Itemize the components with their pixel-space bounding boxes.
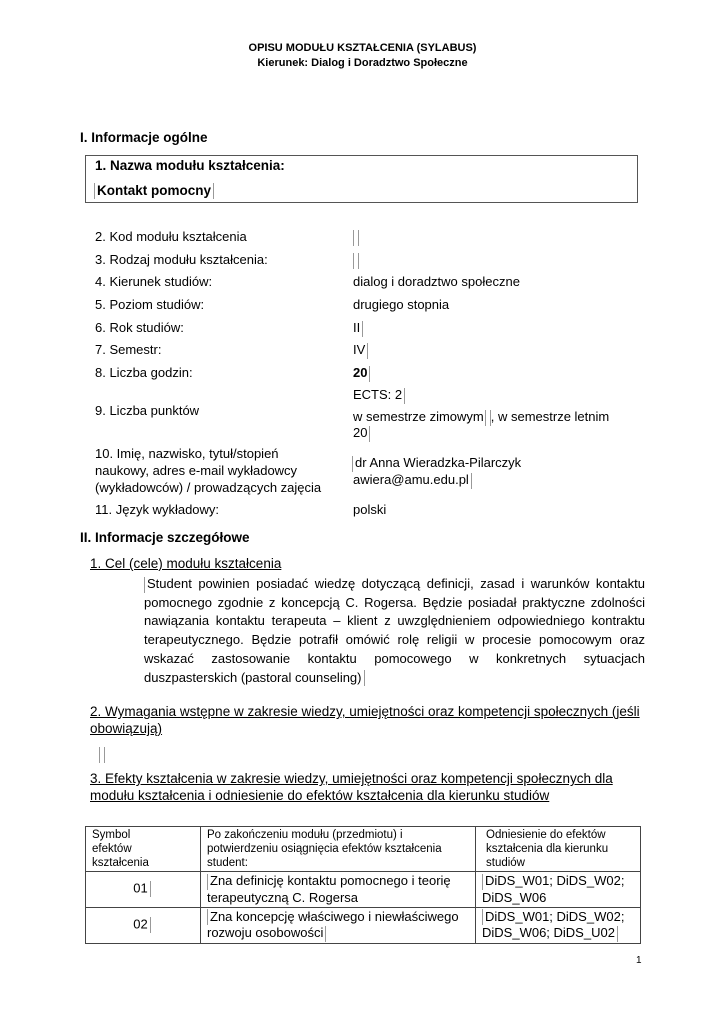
table-cell-reference: DiDS_W01; DiDS_W02; DiDS_W06; DiDS_U02 xyxy=(476,907,641,943)
field-marker xyxy=(150,881,151,897)
page-number: 1 xyxy=(636,955,642,966)
table-cell-symbol: 01 xyxy=(86,872,201,908)
table-cell-symbol: 02 xyxy=(86,907,201,943)
effects-table xyxy=(85,826,641,944)
lecturer-label: 10. Imię, nazwisko, tytuł/stopień xyxy=(95,446,279,461)
field-marker xyxy=(369,366,370,382)
table-header-cell: Po zakończeniu modułu (przedmiotu) i potwierdzeniu osiągnięcia efektów kształcenia student: xyxy=(201,827,476,872)
field-marker xyxy=(207,909,208,925)
info-row-label: 3. Rodzaj modułu kształcenia: xyxy=(95,252,268,267)
language-value: polski xyxy=(353,502,387,517)
info-row-label: 7. Semestr: xyxy=(95,342,162,357)
points-label: 9. Liczba punktów xyxy=(95,403,200,418)
field-marker xyxy=(325,926,326,942)
field-marker xyxy=(482,874,483,890)
field-marker xyxy=(404,388,405,404)
info-row-value xyxy=(352,252,359,269)
effects-heading: 3. Efekty kształcenia w zakresie wiedzy, umiejętności oraz kompetencji społecznych dla xyxy=(90,771,613,786)
lecturer-label: (wykładowców) / prowadzących zajęcia xyxy=(95,480,322,495)
info-row-value: II xyxy=(353,320,365,337)
info-row-label: 6. Rok studiów: xyxy=(95,320,184,335)
field-marker xyxy=(353,230,359,246)
info-row-value: dialog i doradztwo społeczne xyxy=(353,274,520,289)
module-name-label: 1. Nazwa modułu kształcenia: xyxy=(95,158,285,173)
section-heading-detailed: II. Informacje szczegółowe xyxy=(80,530,250,545)
requirements-value xyxy=(98,746,105,764)
table-header-cell: Odniesienie do efektów kształcenia dla kierunku studiów xyxy=(476,827,641,872)
section-heading-general: I. Informacje ogólne xyxy=(80,130,208,145)
field-marker xyxy=(352,456,353,472)
field-marker xyxy=(362,321,363,337)
lecturer-label: naukowy, adres e-mail wykładowcy xyxy=(95,463,298,478)
semester-points-line: w semestrze zimowym , w semestrze letnim xyxy=(353,409,610,424)
field-marker xyxy=(144,577,145,593)
info-row-label: 5. Poziom studiów: xyxy=(95,297,205,312)
table-cell-reference: DiDS_W01; DiDS_W02; DiDS_W06 xyxy=(476,872,641,908)
lecturer-name: dr Anna Wieradzka-Pilarczyk xyxy=(352,455,521,472)
info-row-value: 20 xyxy=(353,365,372,382)
table-row xyxy=(86,907,641,943)
language-label: 11. Język wykładowy: xyxy=(95,502,220,517)
field-marker xyxy=(471,473,472,489)
info-row-value: IV xyxy=(353,342,370,359)
info-row-label: 8. Liczba godzin: xyxy=(95,365,193,380)
requirements-heading-cont: obowiązują) xyxy=(90,721,163,736)
table-cell-description: Zna definicję kontaktu pomocnego i teorię terapeutyczną C. Rogersa xyxy=(201,872,476,908)
table-header-cell: Symbol efektów kształcenia xyxy=(86,827,201,872)
summer-points-value: 20 xyxy=(353,425,372,442)
field-marker xyxy=(367,343,368,359)
requirements-heading: 2. Wymagania wstępne w zakresie wiedzy, umiejętności oraz kompetencji społecznych (jeśli xyxy=(90,704,640,719)
field-marker xyxy=(94,183,95,199)
field-marker xyxy=(99,747,105,763)
goal-paragraph: Student powinien posiadać wiedzę dotyczącą definicji, zasad i warunków kontaktu pomocnego zgodnie z koncepcją C. Rogersa. Będzie posiadał praktyczne zdolności nawiązania kontaktu terapeuta – klient z uwzględnieniem odpowiedniego kontraktu terapeutycznego. Będzie potrafił omówić rolę religii w procesie pomocowym oraz wskazać zastosowanie kontaktu pomocowego w konkretnych sytuacjach duszpasterskich (pastoral counseling) xyxy=(144,576,645,685)
effects-heading-cont: modułu kształcenia i odniesienie do efektów kształcenia dla kierunku studiów xyxy=(90,788,550,803)
info-row-label: 2. Kod modułu kształcenia xyxy=(95,229,247,244)
table-header-row xyxy=(86,827,641,872)
table-cell-description: Zna koncepcję właściwego i niewłaściwego rozwoju osobowości xyxy=(201,907,476,943)
field-marker xyxy=(207,874,208,890)
field-marker xyxy=(482,909,483,925)
lecturer-email: awiera@amu.edu.pl xyxy=(353,472,474,489)
table-row xyxy=(86,872,641,908)
info-row-label: 4. Kierunek studiów: xyxy=(95,274,213,289)
field-marker xyxy=(369,426,370,442)
goal-heading: 1. Cel (cele) modułu kształcenia xyxy=(90,556,282,571)
module-name-value: Kontakt pomocny xyxy=(97,183,212,198)
document-title: OPISU MODUŁU KSZTAŁCENIA (SYLABUS) xyxy=(248,42,477,54)
info-row-value: drugiego stopnia xyxy=(353,297,450,312)
module-name-value-line xyxy=(92,183,216,199)
field-marker xyxy=(617,926,618,942)
field-marker xyxy=(353,253,359,269)
field-marker xyxy=(364,670,365,686)
field-marker xyxy=(213,183,214,199)
info-row-value xyxy=(352,229,359,246)
document-subtitle: Kierunek: Dialog i Doradztwo Społeczne xyxy=(257,57,468,69)
ects-line: ECTS: 2 xyxy=(353,387,407,404)
field-marker xyxy=(150,917,151,933)
